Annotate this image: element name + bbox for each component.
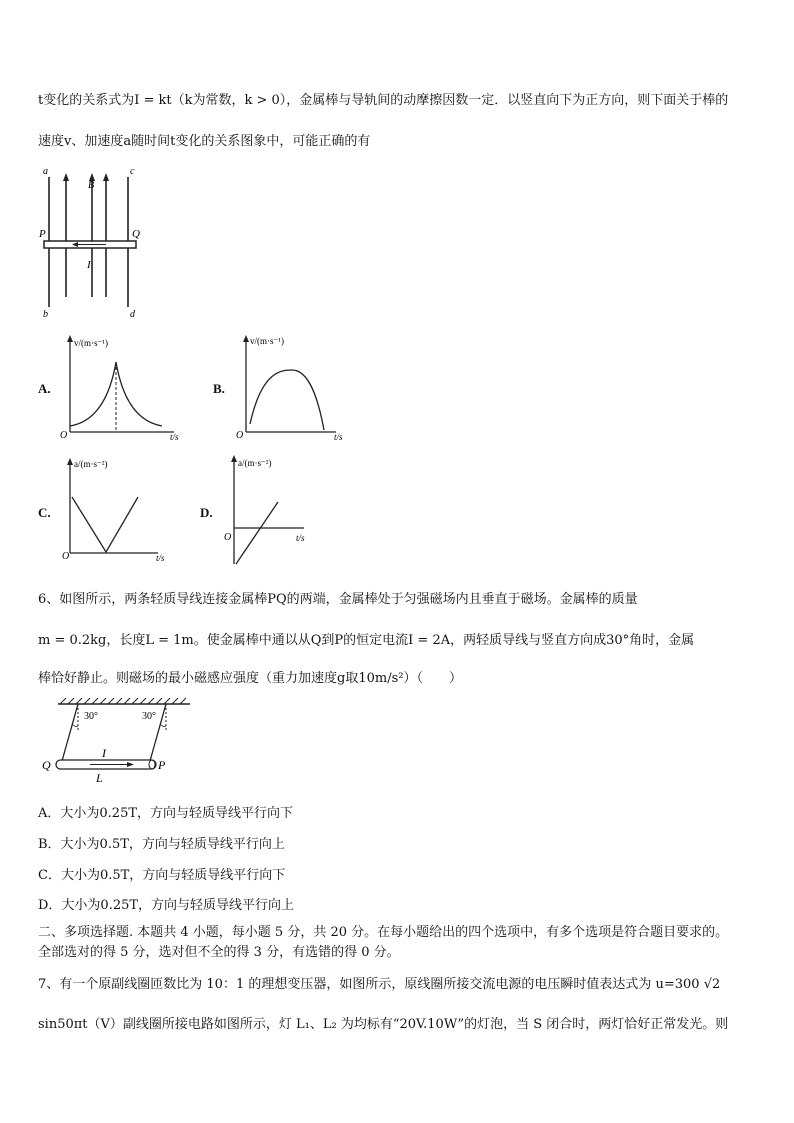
label-c: c <box>130 166 135 177</box>
section2-heading-line1: 二、多项选择题. 本题共 4 小题，每小题 5 分，共 20 分。在每小题给出的四个选项中，有多个选项是符合题目要求的。 <box>38 925 729 940</box>
graph-b-xlabel: t/s <box>334 432 343 442</box>
option-d-label: D. <box>200 505 213 520</box>
q6-text-line1: 6、如图所示，两条轻质导线连接金属棒PQ的两端，金属棒处于匀强磁场内且垂直于磁场。金属棒的质量 <box>38 592 638 607</box>
angle-left-label: 30° <box>84 711 98 722</box>
option-a-label: A. <box>38 381 51 396</box>
q7-text-line1: 7、有一个原副线圈匝数比为 10：1 的理想变压器，如图所示，原线圈所接交流电源的电压瞬时值表达式为 u=300 √2 <box>38 977 721 992</box>
option-c-label: C. <box>38 505 51 520</box>
graph-b-origin: O <box>236 430 244 441</box>
label-end-Q: Q <box>42 758 51 772</box>
q6-option-a: A．大小为0.25T，方向与轻质导线平行向下 <box>38 806 294 821</box>
graph-d-ylabel: a/(m·s⁻²) <box>238 458 272 468</box>
label-B: B <box>88 180 95 191</box>
rails-figure <box>36 165 151 327</box>
label-d: d <box>130 309 135 320</box>
label-end-P: P <box>158 758 166 772</box>
graph-d-xlabel: t/s <box>296 533 305 543</box>
q7-text-line2: sin50πt（V）副线圈所接电路如图所示，灯 L₁、L₂ 为均标有“20V.10W”的灯泡，当 S 闭合时，两灯恰好正常发光。则 <box>38 1017 729 1032</box>
graph-c-origin: O <box>62 551 70 562</box>
graph-c-xlabel: t/s <box>156 553 165 563</box>
section2-heading-line2: 全部选对的得 5 分，选对但不全的得 3 分，有选错的得 0 分。 <box>38 945 400 960</box>
q6-text-line3: 棒恰好静止。则磁场的最小磁感应强度（重力加速度g取10m/s²）（ ） <box>38 671 462 686</box>
label-Q: Q <box>132 228 140 240</box>
label-I: I <box>87 259 91 271</box>
hanging-rod-figure <box>38 696 198 788</box>
graph-c <box>56 455 176 571</box>
q6-option-b: B．大小为0.5T，方向与轻质导线平行向上 <box>38 837 285 852</box>
angle-right-label: 30° <box>142 711 156 722</box>
graph-a-xlabel: t/s <box>170 432 179 442</box>
graph-d <box>222 452 322 574</box>
graph-d-origin: O <box>224 532 232 543</box>
graph-a-ylabel: v/(m·s⁻¹) <box>74 338 108 348</box>
label-a: a <box>43 166 48 177</box>
label-b: b <box>43 309 48 320</box>
q6-option-c: C．大小为0.5T，方向与轻质导线平行向下 <box>38 868 286 883</box>
graph-b-ylabel: v/(m·s⁻¹) <box>250 336 284 346</box>
graph-c-ylabel: a/(m·s⁻²) <box>74 459 108 469</box>
q6-option-d: D．大小为0.25T，方向与轻质导线平行向上 <box>38 898 295 913</box>
graph-a-origin: O <box>60 430 68 441</box>
graph-b <box>232 332 362 448</box>
label-length-L: L <box>96 771 103 784</box>
label-P: P <box>39 228 46 240</box>
q5-text-line2: 速度v、加速度a随时间t变化的关系图象中，可能正确的有 <box>38 134 371 149</box>
q6-text-line2: m = 0.2kg，长度L = 1m。使金属棒中通以从Q到P的恒定电流I = 2A，两轻质导线与竖直方向成30°角时，金属 <box>38 633 695 648</box>
label-current-I: I <box>102 746 106 760</box>
q5-text-line1: t变化的关系式为I = kt（k为常数，k > 0），金属棒与导轨间的动摩擦因数一定．以竖直向下为正方向，则下面关于棒的 <box>38 93 729 108</box>
option-b-label: B. <box>213 381 225 396</box>
graph-a <box>56 332 196 448</box>
